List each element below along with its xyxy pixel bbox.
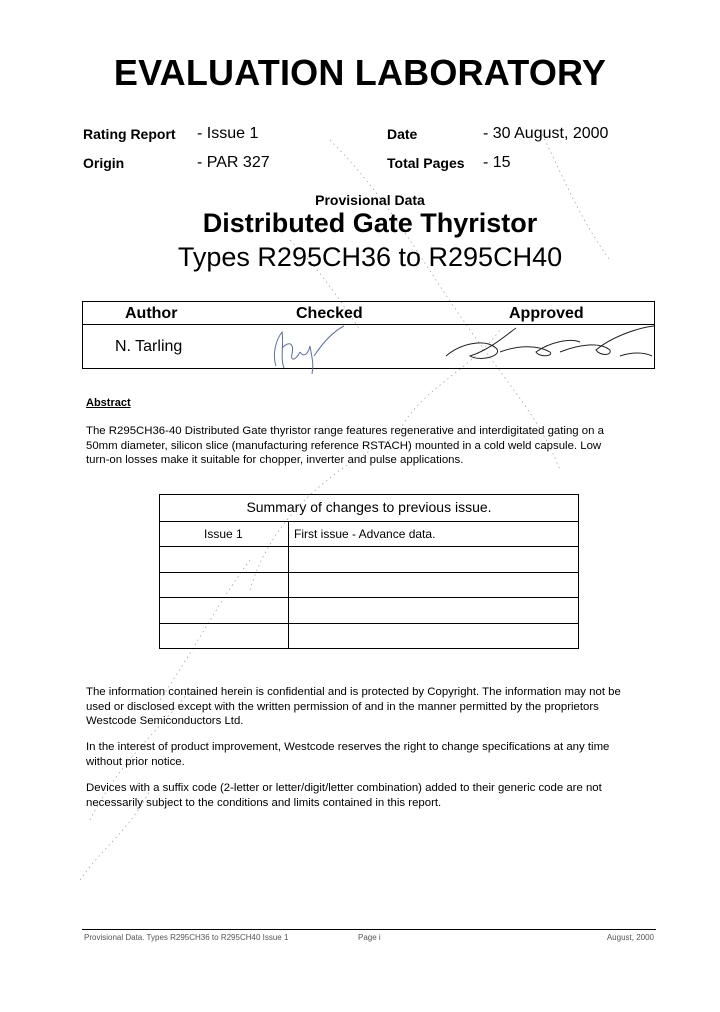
notice-line: Westcode Semiconductors Ltd. <box>86 715 244 727</box>
rating-report-label: Rating Report <box>83 126 176 142</box>
total-pages-value: - 15 <box>483 154 511 171</box>
suffix-notice <box>86 781 666 810</box>
summary-rule <box>159 597 579 598</box>
checked-signature <box>262 318 352 378</box>
notice-line: used or disclosed except with the written permission of and in the manner permitted by the proprietors <box>86 700 599 713</box>
summary-column-rule <box>288 521 289 649</box>
summary-rule <box>159 521 579 522</box>
checked-header: Checked <box>296 305 363 322</box>
summary-issue-cell: Issue 1 <box>204 527 243 541</box>
summary-rule <box>159 546 579 547</box>
approved-signature <box>440 322 660 368</box>
rating-report-value: - Issue 1 <box>197 125 259 142</box>
notice-line: necessarily subject to the conditions and limits contained in this report. <box>86 796 442 809</box>
footer-rule <box>82 929 656 930</box>
footer-page: Page i <box>358 933 381 942</box>
origin-label: Origin <box>83 155 125 171</box>
abstract-heading: Abstract <box>86 397 131 409</box>
abstract-line: 50mm diameter, silicon slice (manufacturing reference RSTACH) mounted in a cold weld capsule. Low <box>86 439 602 452</box>
device-title: Distributed Gate Thyristor <box>202 208 538 238</box>
total-pages-label: Total Pages <box>387 155 465 171</box>
confidential-notice <box>86 685 666 729</box>
author-header: Author <box>125 305 178 322</box>
footer-left: Provisional Data. Types R295CH36 to R295CH40 Issue 1 <box>84 933 289 942</box>
summary-change-cell: First issue - Advance data. <box>294 527 436 541</box>
abstract-line: turn-on losses make it suitable for chopper, inverter and pulse applications. <box>86 454 464 466</box>
origin-value: - PAR 327 <box>197 154 270 171</box>
summary-title: Summary of changes to previous issue. <box>246 499 492 515</box>
improvement-notice <box>86 740 666 769</box>
author-name: N. Tarling <box>115 338 183 355</box>
notice-line: Devices with a suffix code (2-letter or letter/digit/letter combination) added to their generic code are not <box>86 782 602 794</box>
notice-line: without prior notice. <box>86 755 185 768</box>
provisional-label: Provisional Data <box>315 192 425 208</box>
notice-line: In the interest of product improvement, Westcode reserves the right to change specifications at any time <box>86 741 610 753</box>
footer-date: August, 2000 <box>606 933 654 942</box>
approved-header: Approved <box>509 305 584 322</box>
summary-rule <box>159 623 579 624</box>
date-value: - 30 August, 2000 <box>483 125 609 142</box>
device-types: Types R295CH36 to R295CH40 <box>177 242 563 272</box>
abstract-line: The R295CH36-40 Distributed Gate thyristor range features regenerative and interdigitated gating on a <box>86 425 604 437</box>
notice-line: The information contained herein is confidential and is protected by Copyright. The information may not be <box>86 686 621 698</box>
abstract-body <box>86 424 666 468</box>
date-label: Date <box>387 126 418 142</box>
summary-rule <box>159 572 579 573</box>
lab-title: EVALUATION LABORATORY <box>113 52 607 93</box>
